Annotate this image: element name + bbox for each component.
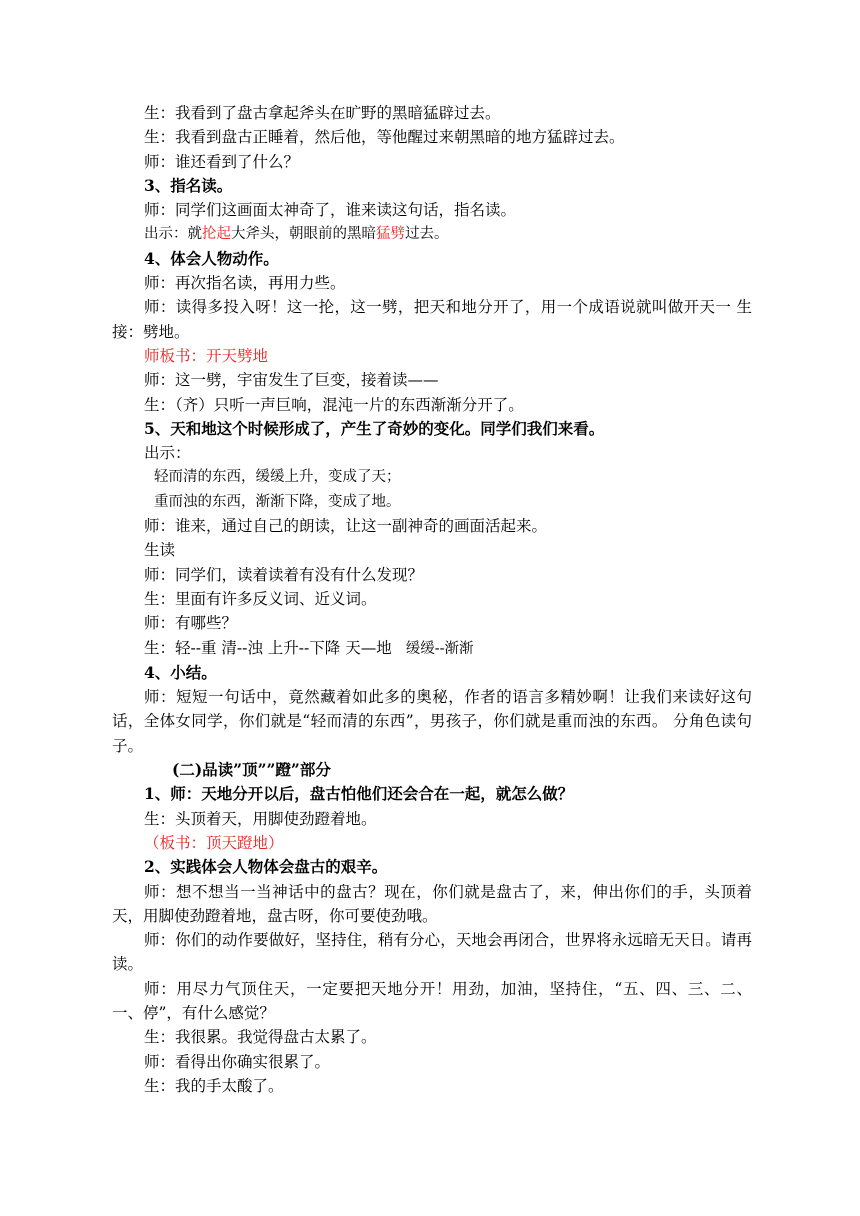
student-line: 生：我看到盘古正睡着，然后他，等他醒过来朝黑暗的地方猛辟过去。: [144, 128, 625, 147]
teacher-line: 师：谁来，通过自己的朗读，让这一副神奇的画面活起来。: [144, 517, 548, 536]
blackboard-note: （板书：顶天蹬地）: [144, 833, 284, 852]
teacher-line: 师：同学们这画面太神奇了，谁来读这句话，指名读。: [144, 201, 517, 220]
display-sentence: 轻而清的东西，缓缓上升，变成了天；: [154, 469, 401, 486]
student-line: 生读: [144, 541, 176, 560]
student-line: 生：头顶着天，用脚使劲蹬着地。: [144, 809, 377, 828]
teacher-line: 师：看得出你确实很累了。: [144, 1052, 331, 1071]
teacher-line: 师：用尽力气顶住天，一定要把天地分开！用劲，加油，坚持住，“五、四、三、二、一、停”，有什么感觉？: [112, 979, 752, 1022]
teacher-line: 师：再次指名读，再用力些。: [144, 274, 346, 293]
student-line: 生：我的手太酸了。: [144, 1076, 284, 1095]
student-line: [112, 636, 752, 661]
teacher-line: 师：你们的动作要做好，坚持住，稍有分心，天地会再闭合，世界将永远暗无天日。请再读。: [112, 931, 752, 974]
blackboard-note: 师板书：开天劈地: [144, 346, 269, 365]
student-line: 生：我看到了盘古拿起斧头在旷野的黑暗猛辟过去。: [144, 104, 501, 122]
section-heading: 4、体会人物动作。: [144, 248, 279, 268]
student-line: 生：里面有许多反义词、近义词。: [144, 589, 377, 608]
teacher-line: 师：读得多投入呀！这一抡，这一劈，把天和地分开了，用一个成语说就叫做开天一 生接：劈地。: [112, 298, 752, 341]
display-sentence: [112, 222, 752, 246]
teacher-line: 师：谁还看到了什么？: [144, 152, 300, 171]
highlight-word: 抡起: [202, 226, 231, 243]
section-heading: 2、实践体会人物体会盘古的艰辛。: [144, 857, 388, 877]
word-pair-kai: 缓缓--渐渐: [405, 640, 474, 657]
section-heading: 3、指名读。: [144, 175, 233, 195]
lesson-transcript: [112, 101, 752, 1098]
section-heading: 1、师：天地分开以后，盘古怕他们还会合在一起，就怎么做？: [144, 784, 574, 804]
section-heading: 4、小结。: [144, 662, 217, 682]
teacher-line: 师：想不想当一当神话中的盘古？现在，你们就是盘古了，来，伸出你们的手，头顶着天，用脚使劲蹬着地，盘古呀，你可要使劲哦。: [112, 882, 752, 925]
word-pairs: 生：轻--重 清--浊 上升--下降 天—地: [144, 638, 392, 657]
display-prefix: 出示：就: [144, 226, 202, 243]
teacher-line: 师：同学们，读着读着有没有什么发现？: [144, 565, 424, 584]
student-line: 生：我很累。我觉得盘古太累了。: [144, 1028, 377, 1047]
student-line: 生：（齐）只听一声巨响，混沌一片的东西渐渐分开了。: [144, 395, 524, 414]
highlight-word: 猛劈: [376, 226, 405, 243]
section-heading: 5、天和地这个时候形成了，产生了奇妙的变化。同学们我们来看。: [144, 418, 605, 438]
teacher-line: 师：有哪些？: [144, 614, 238, 633]
teacher-line: 师：这一劈，宇宙发生了巨变，接着读——: [144, 371, 439, 390]
display-label: 出示：: [144, 444, 191, 463]
part-heading: (二)品读”顶””蹬”部分: [172, 760, 331, 780]
display-text: 大斧头，朝眼前的黑暗: [231, 226, 376, 243]
display-text: 过去。: [405, 226, 449, 243]
display-sentence: 重而浊的东西，渐渐下降，变成了地。: [154, 493, 401, 510]
teacher-line: 师：短短一句话中，竟然藏着如此多的奥秘，作者的语言多精妙啊！让我们来读好这句话，全体女同学，你们就是“轻而清的东西”，男孩子，你们就是重而浊的东西。 分角色读句子。: [112, 688, 752, 755]
